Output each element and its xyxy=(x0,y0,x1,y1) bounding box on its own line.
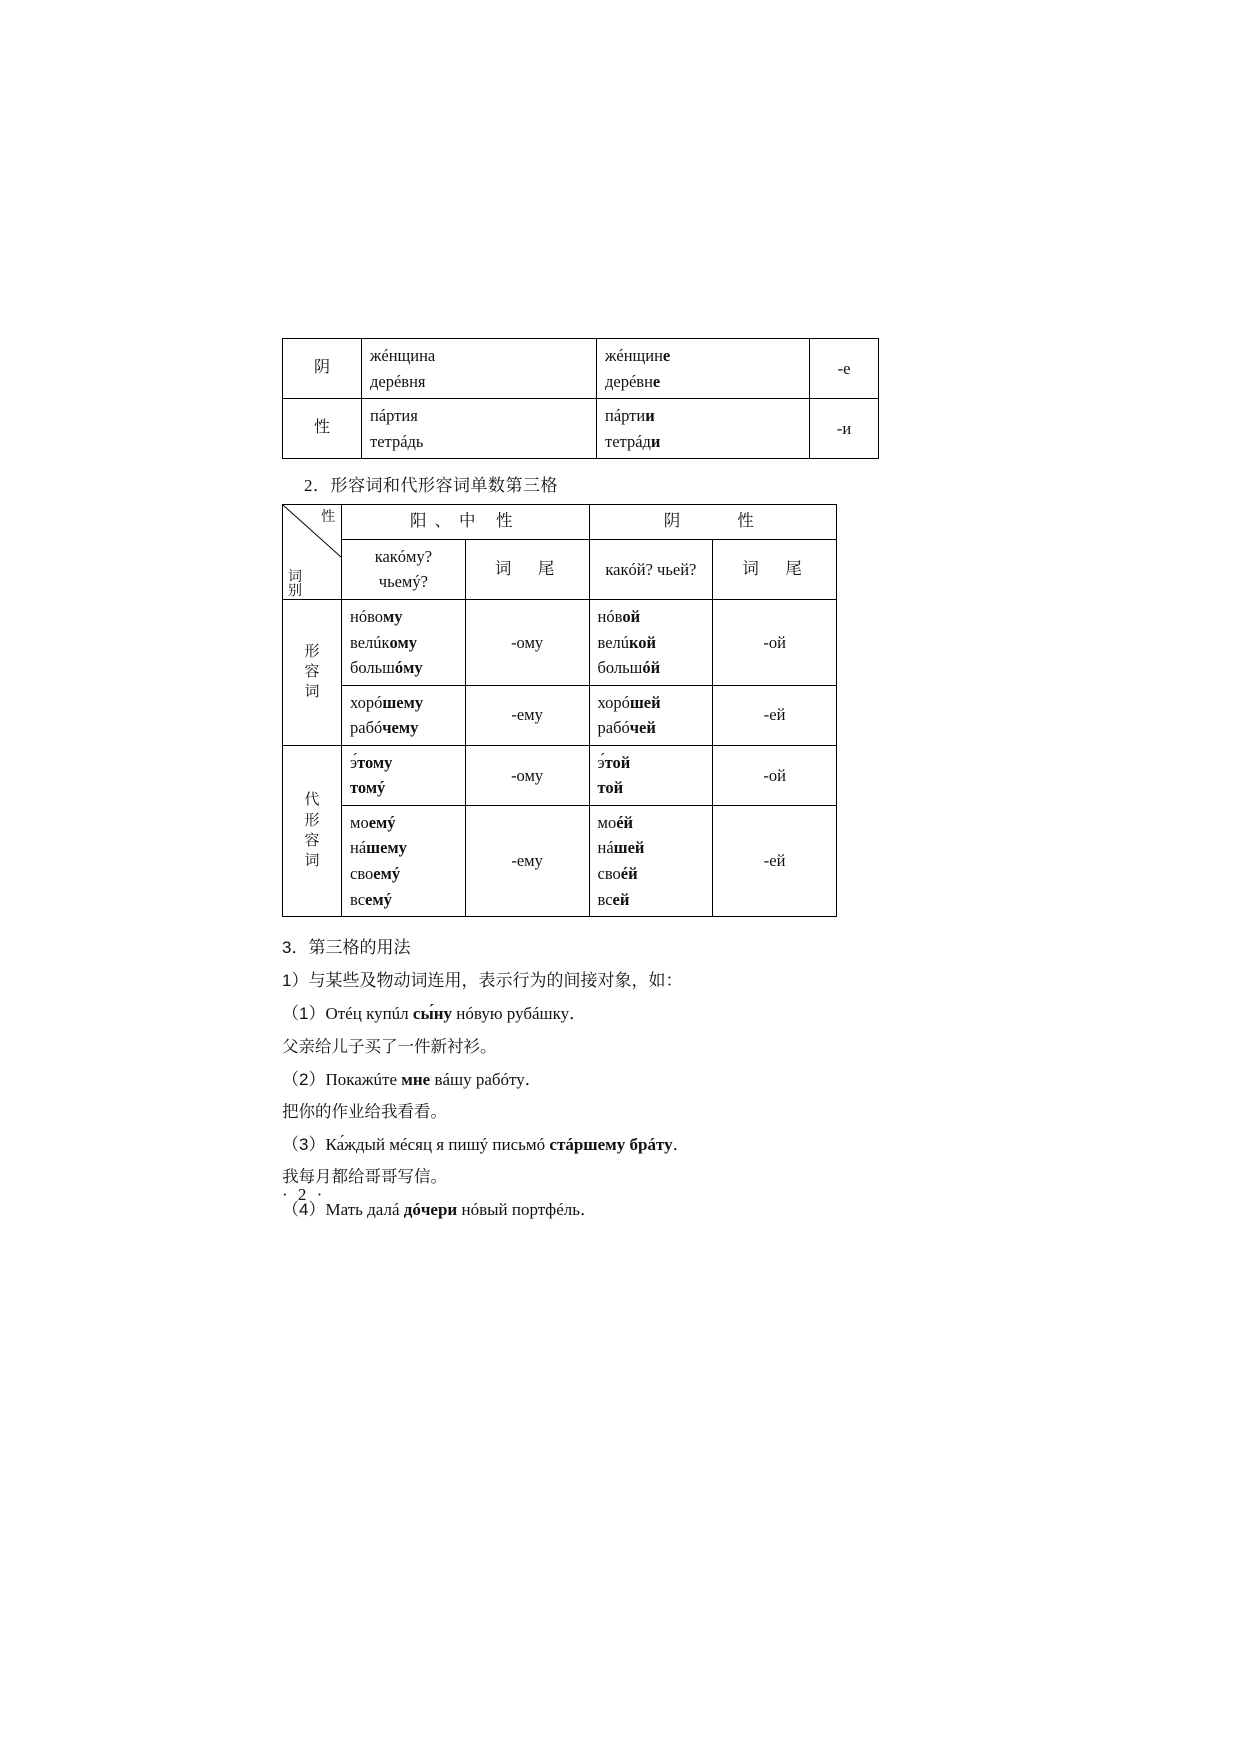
adjective-soft-fem-forms: хорóшей рабóчей xyxy=(589,685,713,745)
section-3 xyxy=(282,931,942,1226)
corner-label-category: 词 别 xyxy=(288,567,302,599)
adjective-hard-ending-masc-neut: -ому xyxy=(465,599,589,685)
example-1: （1）Отéц купúл сы́ну нóвую рубáшку． xyxy=(282,1004,587,1024)
pronoun-hard-masc-neut-forms: э́тому томý xyxy=(342,745,466,805)
section-2-heading xyxy=(304,471,942,496)
category-pronominal-adjective: 代 形 容 词 xyxy=(283,745,342,916)
corner-label-gender: 性 xyxy=(321,508,335,525)
question-feminine: какóй? чьей? xyxy=(589,539,713,599)
pronoun-soft-fem-forms: моéй нáшей своéй всей xyxy=(589,805,713,916)
ending-row2: -и xyxy=(810,399,879,459)
dative-forms-row1 xyxy=(597,339,810,399)
table-row xyxy=(283,399,879,459)
nominative-word: жéнщина xyxy=(370,346,436,365)
header-masc-neut: 阳、中 性 xyxy=(342,505,590,540)
pronoun-soft-masc-neut-forms: моемý нáшему своемý всемý xyxy=(342,805,466,916)
section-2-title: 形容词和代形容词单数第三格 xyxy=(330,476,558,496)
table-subheader-row xyxy=(283,539,837,599)
gender-label-row1: 阴 xyxy=(283,339,362,399)
example-3: （3）Ка́ждый мéсяц я пишý письмó стáршему брáту． xyxy=(282,1135,690,1155)
table-row xyxy=(283,805,837,916)
example-2-translation: 把你的作业给我看看。 xyxy=(282,1102,447,1121)
adjective-hard-ending-fem: -ой xyxy=(713,599,837,685)
ending-header-feminine: 词 尾 xyxy=(713,539,837,599)
adjective-soft-ending-masc-neut: -ему xyxy=(465,685,589,745)
table-row xyxy=(283,685,837,745)
adjective-hard-fem-forms: нóвой велúкой большóй xyxy=(589,599,713,685)
example-4: （4）Мать далá дóчери нóвый портфéль． xyxy=(282,1200,597,1220)
table-row xyxy=(283,599,837,685)
adjective-hard-masc-neut-forms: нóвому велúкому большóму xyxy=(342,599,466,685)
example-2: （2）Покажúте мне вáшу рабóту． xyxy=(282,1069,542,1089)
nominative-forms-row2 xyxy=(362,399,597,459)
pronoun-hard-ending-fem: -ой xyxy=(713,745,837,805)
pronoun-hard-fem-forms: э́той той xyxy=(589,745,713,805)
ending-header-masc-neut: 词 尾 xyxy=(465,539,589,599)
adjective-soft-masc-neut-forms: хорóшему рабóчему xyxy=(342,685,466,745)
category-adjective: 形 容 词 xyxy=(283,599,342,745)
adjective-soft-ending-fem: -ей xyxy=(713,685,837,745)
adjective-pronoun-dative-table xyxy=(282,504,837,917)
header-feminine: 阴 性 xyxy=(589,505,837,540)
dative-word: пáртии xyxy=(605,406,655,426)
dative-forms-row2 xyxy=(597,399,810,459)
page-content xyxy=(282,338,942,1226)
dative-word: тетрáди xyxy=(605,431,661,451)
page-number: · 2 · xyxy=(282,1185,326,1204)
feminine-noun-dative-table xyxy=(282,338,879,459)
pronoun-soft-ending-fem: -ей xyxy=(713,805,837,916)
nominative-word: тетрáдь xyxy=(370,431,424,451)
dative-word: дерéвне xyxy=(605,371,661,391)
pronoun-soft-ending-masc-neut: -ему xyxy=(465,805,589,916)
section-2-number: 2． xyxy=(304,476,331,496)
ending-row1: -е xyxy=(810,339,879,399)
nominative-forms-row1 xyxy=(362,339,597,399)
table-row xyxy=(283,339,879,399)
corner-header-cell xyxy=(283,505,342,600)
gender-label-row2: 性 xyxy=(283,399,362,459)
question-masc-neut: какóму? чьемý? xyxy=(342,539,466,599)
section-3-sub1: 1）与某些及物动词连用，表示行为的间接对象，如： xyxy=(282,971,683,991)
section-3-heading: 3．第三格的用法 xyxy=(282,938,411,958)
table-header-row xyxy=(283,505,837,540)
pronoun-hard-ending-masc-neut: -ому xyxy=(465,745,589,805)
example-3-translation: 我每月都给哥哥写信。 xyxy=(282,1168,447,1187)
nominative-word: дерéвня xyxy=(370,371,426,391)
table-row xyxy=(283,745,837,805)
example-1-translation: 父亲给儿子买了一件新衬衫。 xyxy=(282,1037,497,1056)
dative-word: жéнщине xyxy=(605,346,671,365)
nominative-word: пáртия xyxy=(370,406,418,426)
